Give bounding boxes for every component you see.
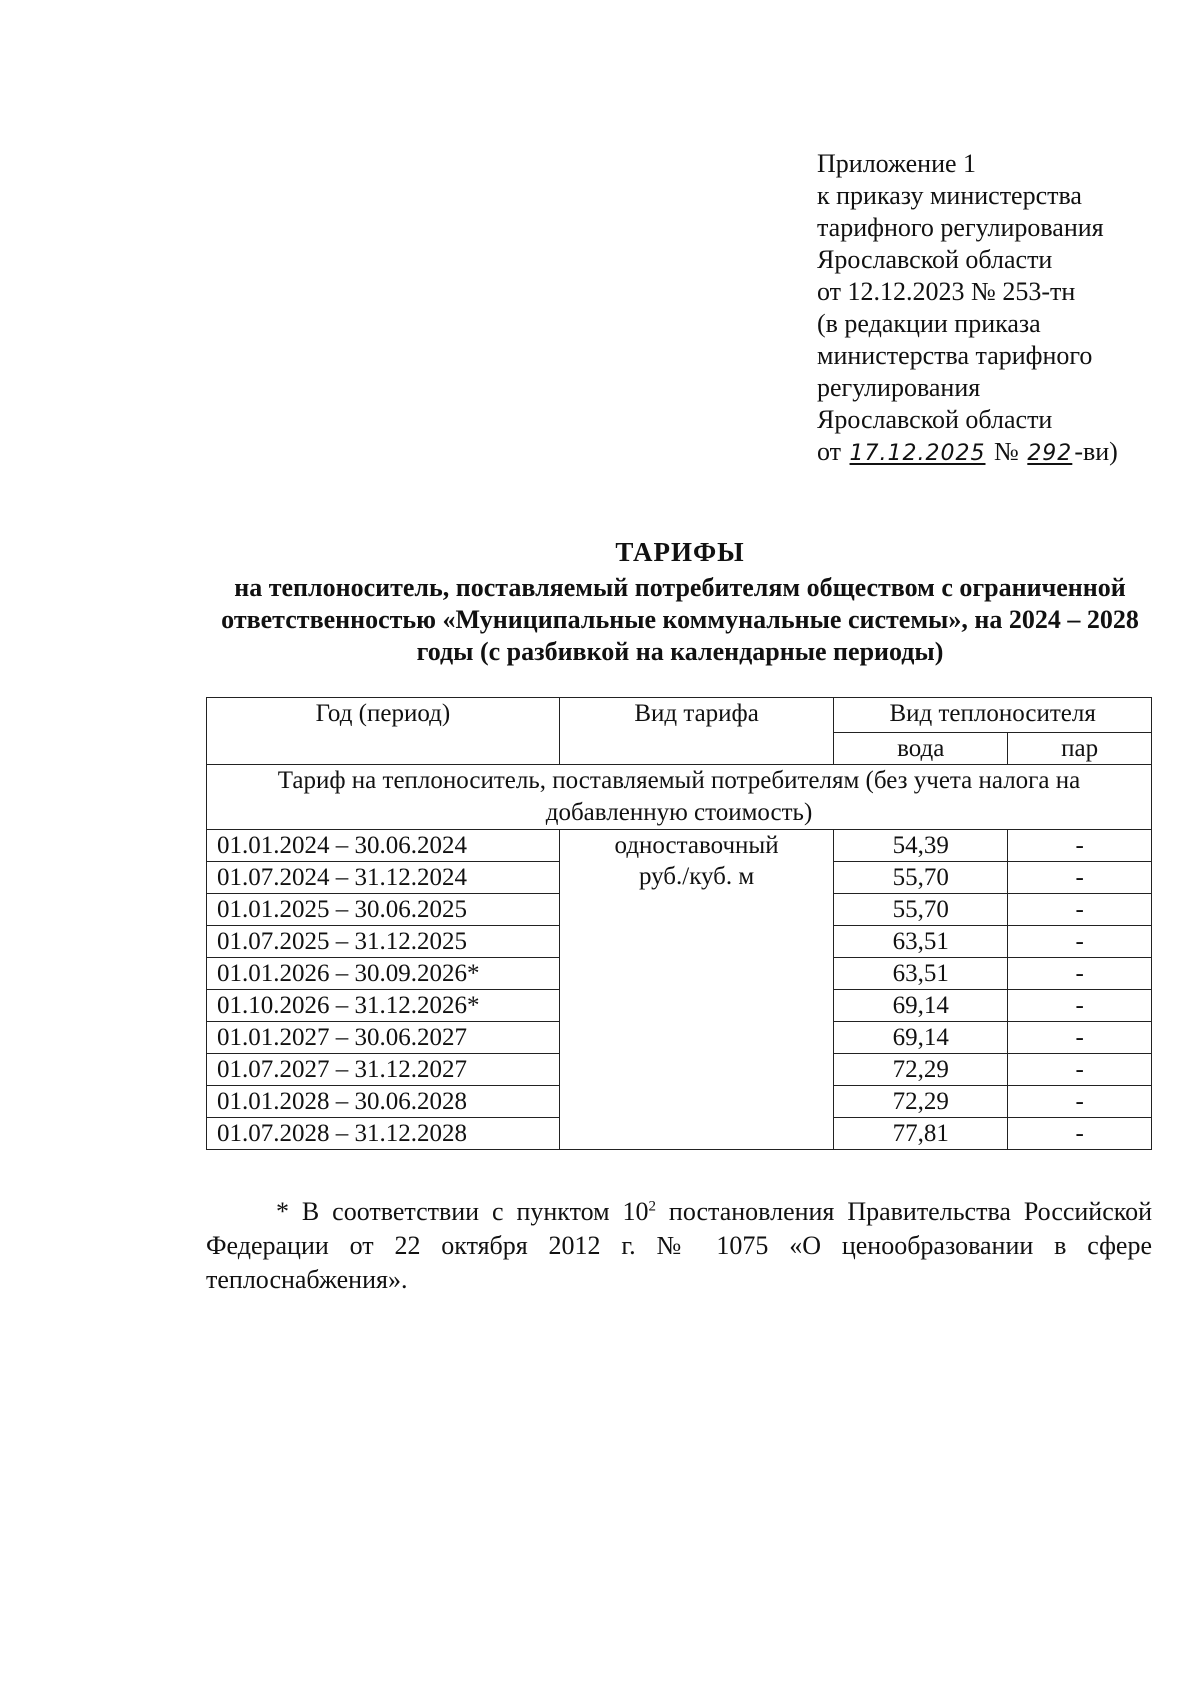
cell-water: 69,14 [834, 990, 1008, 1022]
cell-period: 01.01.2028 – 30.06.2028 [207, 1086, 560, 1118]
header-carrier: Вид теплоносителя [834, 698, 1152, 733]
annex-prefix: от [817, 437, 842, 466]
number-sign: № [994, 437, 1019, 466]
annex-suffix: -ви) [1074, 437, 1118, 466]
annex-line: тарифного регулирования [817, 213, 1104, 242]
cell-water: 63,51 [834, 926, 1008, 958]
cell-period: 01.01.2025 – 30.06.2025 [207, 894, 560, 926]
cell-water: 54,39 [834, 830, 1008, 862]
annex-block [817, 148, 1118, 470]
cell-period: 01.01.2027 – 30.06.2027 [207, 1022, 560, 1054]
cell-steam: - [1008, 1086, 1152, 1118]
annex-line: к приказу министерства [817, 181, 1082, 210]
footnote-superscript: 2 [648, 1198, 656, 1215]
cell-period: 01.07.2028 – 31.12.2028 [207, 1118, 560, 1150]
cell-steam: - [1008, 830, 1152, 862]
cell-period: 01.07.2025 – 31.12.2025 [207, 926, 560, 958]
table-section-row [207, 765, 1152, 830]
title-main: ТАРИФЫ [615, 537, 745, 567]
annex-line: министерства тарифного [817, 341, 1093, 370]
cell-steam: - [1008, 926, 1152, 958]
annex-line: (в редакции приказа [817, 309, 1041, 338]
cell-steam: - [1008, 958, 1152, 990]
footnote-rest: постановления Правительства Российской Федерации от 22 октября 2012 г. № 1075 «О ценообразовании в сфере теплоснабжения». [206, 1197, 1152, 1294]
tariff-kind-name: одноставочный [614, 832, 779, 859]
cell-period: 01.10.2026 – 31.12.2026* [207, 990, 560, 1022]
cell-water: 69,14 [834, 1022, 1008, 1054]
footnote-prefix: * В соответствии с пунктом 10 [276, 1197, 649, 1226]
table-row [207, 830, 1152, 862]
cell-steam: - [1008, 1054, 1152, 1086]
cell-period: 01.01.2026 – 30.09.2026* [207, 958, 560, 990]
cell-water: 72,29 [834, 1054, 1008, 1086]
section-label: Тариф на теплоноситель, поставляемый потребителям (без учета налога на добавленную стоимость) [207, 765, 1152, 830]
header-tariff-type: Вид тарифа [559, 698, 833, 765]
document-title [205, 536, 1155, 668]
handwritten-number: 292 [1027, 441, 1073, 466]
title-subtitle: на теплоноситель, поставляемый потребителям обществом с ограниченной ответственностью «Муниципальные коммунальные системы», на 2024 – 2028 годы (с разбивкой на календарные периоды) [221, 573, 1139, 666]
cell-water: 72,29 [834, 1086, 1008, 1118]
cell-water: 77,81 [834, 1118, 1008, 1150]
header-period: Год (период) [207, 698, 560, 765]
footnote-text [206, 1195, 1152, 1297]
cell-period: 01.07.2027 – 31.12.2027 [207, 1054, 560, 1086]
header-water: вода [834, 733, 1008, 765]
cell-period: 01.01.2024 – 30.06.2024 [207, 830, 560, 862]
header-steam: пар [1008, 733, 1152, 765]
cell-steam: - [1008, 1118, 1152, 1150]
cell-steam: - [1008, 1022, 1152, 1054]
annex-order-line [817, 436, 1118, 470]
annex-line: от 12.12.2023 № 253-тн [817, 277, 1076, 306]
annex-line: Приложение 1 [817, 149, 977, 178]
cell-water: 55,70 [834, 894, 1008, 926]
annex-line: Ярославской области [817, 245, 1053, 274]
annex-line: регулирования [817, 373, 981, 402]
handwritten-date: 17.12.2025 [849, 441, 986, 466]
cell-period: 01.07.2024 – 31.12.2024 [207, 862, 560, 894]
cell-steam: - [1008, 862, 1152, 894]
cell-tariff-kind [559, 830, 833, 1150]
tariff-kind-unit: руб./куб. м [638, 863, 755, 890]
table-header-row [207, 698, 1152, 733]
cell-steam: - [1008, 894, 1152, 926]
footnote [206, 1195, 1152, 1297]
cell-steam: - [1008, 990, 1152, 1022]
tariff-table [206, 697, 1152, 1150]
cell-water: 63,51 [834, 958, 1008, 990]
cell-water: 55,70 [834, 862, 1008, 894]
annex-line: Ярославской области [817, 405, 1053, 434]
